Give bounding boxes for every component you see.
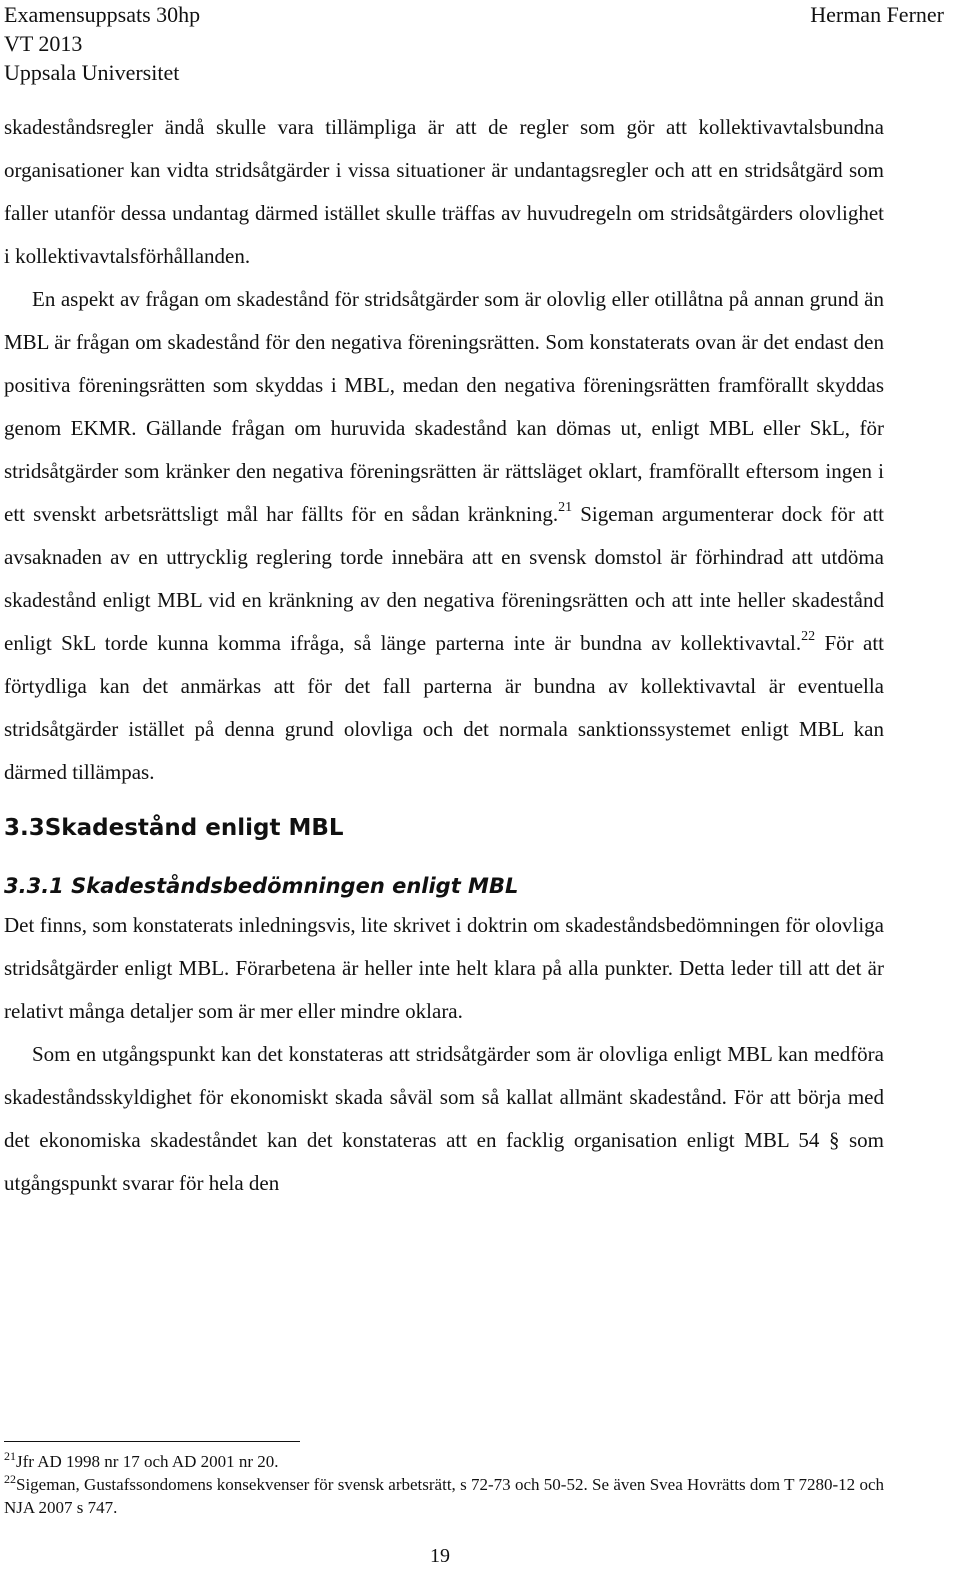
footnote-separator <box>4 1441 300 1442</box>
paragraph-2-part-a: En aspekt av frågan om skadestånd för stridsåtgärder som är olovlig eller otillåtna på annan grund än MBL är frågan om skadestånd för den negativa föreningsrätten. Som konstaterats ovan är det endast den positiva föreningsrätten som skyddas i MBL, medan den negativa föreningsrätten framförallt skyddas genom EKMR. Gällande frågan om huruvida skadestånd kan dömas ut, enligt MBL eller SkL, för stridsåtgärder som kränker den negativa föreningsrätten är rättsläget oklart, framförallt eftersom ingen i ett svenskt arbetsrättsligt mål har fällts för en sådan kränkning. <box>4 287 884 526</box>
section-heading-3-3: 3.3Skadestånd enligt MBL <box>4 815 344 841</box>
header-author: Herman Ferner <box>810 2 944 27</box>
paragraph-1: skadeståndsregler ändå skulle vara tillämpliga är att de regler som gör att kollektivavtalsbundna organisationer kan vidta stridsåtgärder i vissa situationer är undantagsregler och att en stridsåtgärd som faller utanför dessa undantag därmed istället skulle träffas av huvudregeln om stridsåtgärders olovlighet i kollektivavtalsförhållanden. <box>4 115 884 268</box>
body-text <box>4 106 884 1205</box>
footnote-21 <box>4 1450 884 1473</box>
footnote-text: Jfr AD 1998 nr 17 och AD 2001 nr 20. <box>16 1452 279 1471</box>
footnote-22 <box>4 1473 884 1519</box>
header-term: VT 2013 <box>4 31 83 56</box>
paragraph-3: Det finns, som konstaterats inledningsvis, lite skrivet i doktrin om skadeståndsbedömningen för olovliga stridsåtgärder enligt MBL. Förarbetena är heller inte helt klara på alla punkter. Detta leder till att det är relativt många detaljer som är mer eller mindre oklara. <box>4 913 884 1023</box>
footnotes <box>4 1450 884 1519</box>
footnote-ref-22[interactable]: 22 <box>801 629 816 644</box>
subsection-heading-3-3-1: 3.3.1 Skadeståndsbedömningen enligt MBL <box>4 874 519 898</box>
footnote-number: 22 <box>4 1472 16 1486</box>
paragraph-4: Som en utgångspunkt kan det konstateras att stridsåtgärder som är olovliga enligt MBL kan medföra skadeståndsskyldighet för ekonomiskt skada såväl som så kallat allmänt skadestånd. För att börja med det ekonomiska skadeståndet kan det konstateras att en facklig organisation enligt MBL 54 § som utgångspunkt svarar för hela den <box>4 1042 884 1195</box>
footnote-number: 21 <box>4 1449 16 1463</box>
paragraph-2-part-c: För att förtydliga kan det anmärkas att för det fall parterna är bundna av kollektivavtal är eventuella stridsåtgärder istället på denna grund olovliga och det normala sanktionssystemet enligt MBL kan därmed tillämpas. <box>4 631 884 784</box>
footnote-text: Sigeman, Gustafssondomens konsekvenser för svensk arbetsrätt, s 72-73 och 50-52. Se även Svea Hovrätts dom T 7280-12 och NJA 2007 s 747. <box>4 1475 884 1517</box>
header-university: Uppsala Universitet <box>4 60 180 85</box>
footnote-ref-21[interactable]: 21 <box>558 500 573 515</box>
page-number: 19 <box>430 1545 450 1567</box>
paragraph-2 <box>4 278 884 794</box>
paragraph-2-part-b: Sigeman argumenterar dock för att avsaknaden av en uttrycklig reglering torde innebära att en svensk domstol är förhindrad att utdöma skadestånd enligt MBL vid en kränkning av den negativa föreningsrätten och att inte heller skadestånd enligt SkL torde kunna komma ifråga, så länge parterna inte är bundna av kollektivavtal. <box>4 502 885 655</box>
header-left <box>4 0 200 87</box>
header-thesis-type: Examensuppsats 30hp <box>4 2 201 27</box>
